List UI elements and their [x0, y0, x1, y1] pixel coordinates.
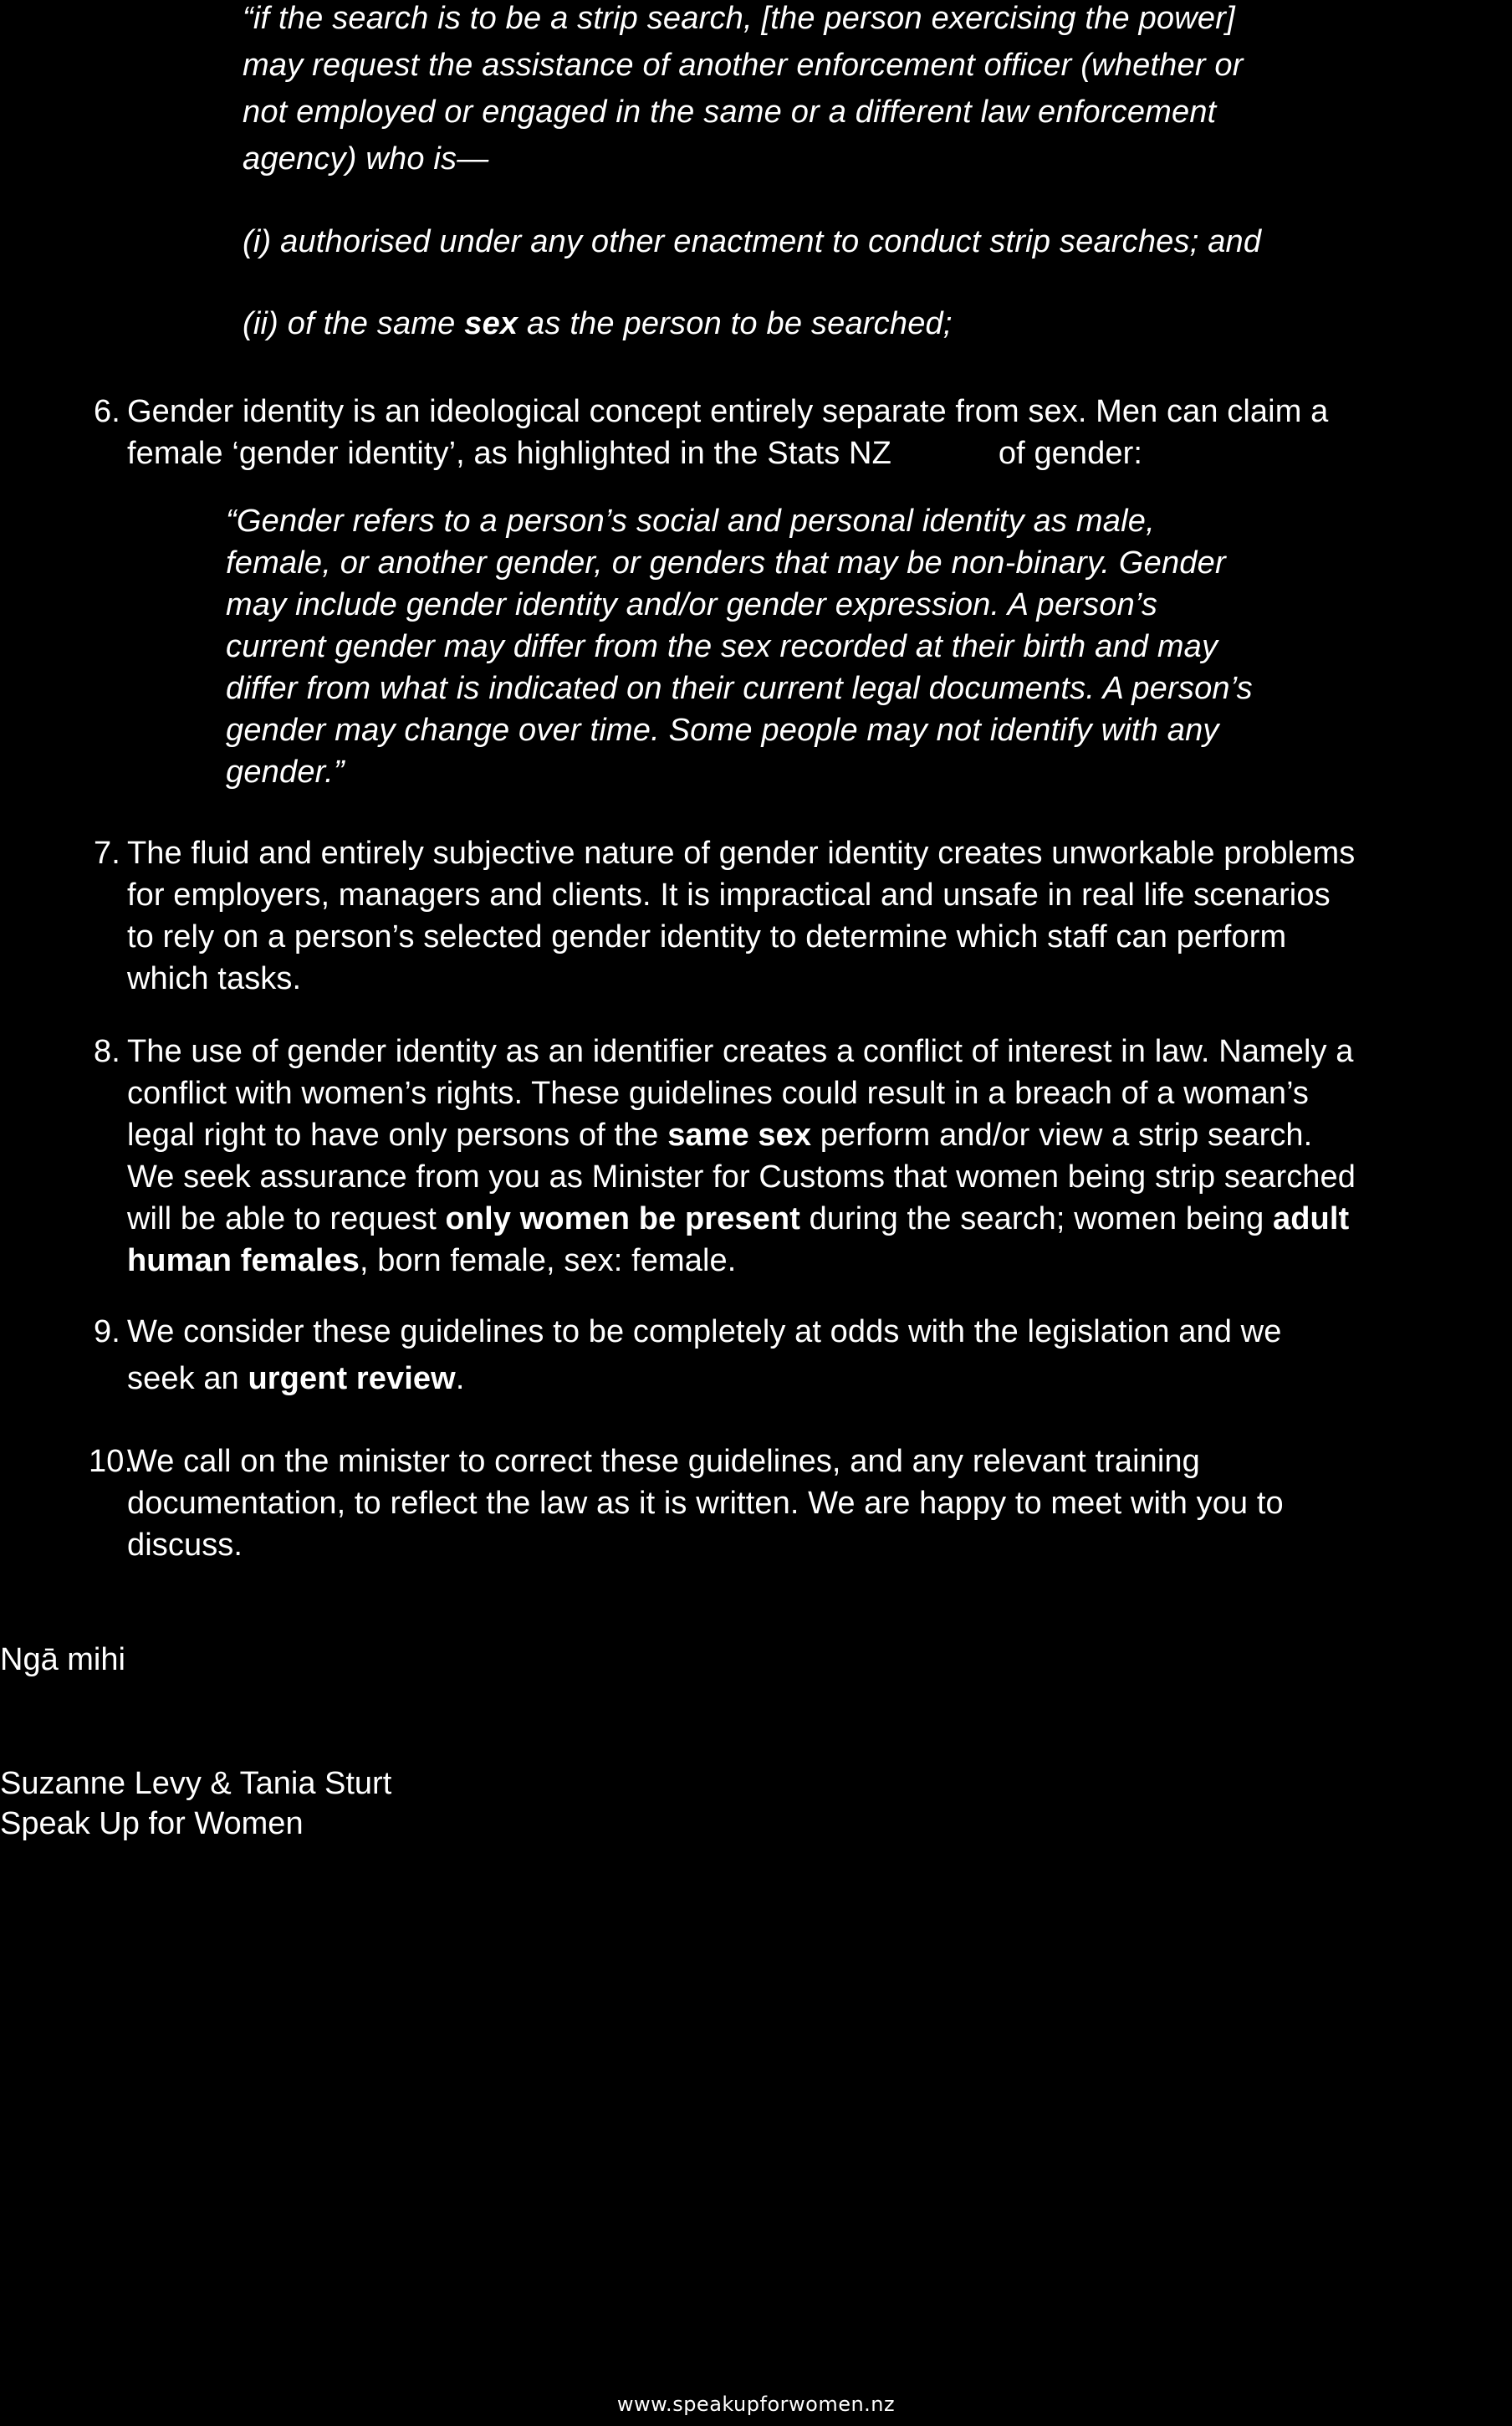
emphasis: adult	[1273, 1201, 1350, 1236]
paragraph-line	[127, 1198, 1507, 1240]
paragraph-line-part: will be able to request	[127, 1201, 446, 1236]
paragraph-line: documentation, to reflect the law as it is written. We are happy to meet with you to	[127, 1486, 1284, 1521]
footer-url: www.speakupforwomen.nz	[616, 2393, 896, 2416]
quote-line-text: “Gender refers to a person’s social and personal identity as male,	[226, 504, 1155, 539]
paragraph-line: The use of gender identity as an identifier creates a conflict of interest in law. Namely a	[127, 1034, 1354, 1069]
paragraph-line-part: seek an	[127, 1361, 248, 1396]
quote-line: female, or another gender, or genders that may be non-binary. Gender	[226, 545, 1226, 581]
organisation-name: Speak Up for Women	[0, 1806, 304, 1841]
quote-line: “if the search is to be a strip search, [the person exercising the power]	[243, 1, 1235, 36]
paragraph-line: to rely on a person’s selected gender identity to determine which staff can perform	[127, 919, 1287, 955]
paragraph-line	[127, 432, 1507, 474]
paragraph-line	[127, 1358, 1507, 1400]
paragraph-number: 10.	[89, 1444, 134, 1479]
paragraph-line	[127, 1240, 1507, 1282]
paragraph-number: 6.	[94, 394, 120, 429]
paragraph-line: which tasks.	[127, 961, 302, 996]
quote-line: may request the assistance of another enforcement officer (whether or	[243, 48, 1244, 83]
paragraph-line: discuss.	[127, 1528, 243, 1563]
paragraph-line-part: perform and/or view a strip search.	[811, 1118, 1313, 1153]
paragraph-number: 9.	[94, 1314, 120, 1349]
paragraph-line: for employers, managers and clients. It is impractical and unsafe in real life scenarios	[127, 878, 1331, 913]
paragraph-line-part: during the search; women being	[799, 1201, 1274, 1236]
quote-line: may include gender identity and/or gender expression. A person’s	[226, 587, 1158, 622]
quote-subclause-ii	[243, 306, 953, 342]
paragraph-line	[127, 1114, 1507, 1156]
quote-line: gender.”	[226, 755, 345, 790]
paragraph-line: We call on the minister to correct these guidelines, and any relevant training	[127, 1444, 1200, 1479]
subclause-ii-suffix: as the person to be searched;	[518, 306, 953, 341]
quote-line: differ from what is indicated on their current legal documents. A person’s	[226, 671, 1253, 706]
paragraph-line: The fluid and entirely subjective nature of gender identity creates unworkable problems	[127, 836, 1356, 871]
paragraph-line: conflict with women’s rights. These guidelines could result in a breach of a woman’s	[127, 1076, 1310, 1111]
signatories: Suzanne Levy & Tania Sturt	[0, 1766, 392, 1801]
emphasis: only women be present	[445, 1201, 800, 1236]
paragraph-line-part: .	[455, 1361, 465, 1396]
paragraph-line-part: , born female, sex: female.	[359, 1243, 737, 1278]
legislation-quote	[243, 0, 1430, 182]
emphasis: human females	[127, 1243, 360, 1278]
paragraph-line-part: legal right to have only persons of the	[127, 1118, 668, 1153]
paragraph-line: We consider these guidelines to be completely at odds with the legislation and we	[127, 1314, 1282, 1349]
quote-line: not employed or engaged in the same or a different law enforcement	[243, 95, 1217, 130]
paragraph-number: 7.	[94, 836, 120, 871]
quote-line	[226, 500, 1405, 542]
paragraph-line-part: of gender:	[998, 436, 1143, 471]
paragraph-line: Gender identity is an ideological concept entirely separate from sex. Men can claim a	[127, 394, 1329, 429]
subclause-ii-prefix: (ii) of the same	[243, 306, 465, 341]
subclause-ii-bold: sex	[464, 306, 518, 341]
quote-line: gender may change over time. Some people may not identify with any	[226, 713, 1219, 748]
paragraph-line-part: female ‘gender identity’, as highlighted in the Stats NZ	[127, 436, 891, 471]
emphasis: same sex	[667, 1118, 812, 1153]
closing-salutation: Ngā mihi	[0, 1642, 125, 1677]
paragraph-number: 8.	[94, 1034, 120, 1069]
quote-line: current gender may differ from the sex recorded at their birth and may	[226, 629, 1218, 664]
quote-subclause-i: (i) authorised under any other enactment to conduct strip searches; and	[243, 224, 1262, 259]
gender-definition-quote	[226, 500, 1405, 793]
emphasis: urgent review	[248, 1361, 456, 1396]
quote-line: agency) who is—	[243, 141, 489, 177]
paragraph-line: We seek assurance from you as Minister for Customs that women being strip searched	[127, 1159, 1356, 1195]
